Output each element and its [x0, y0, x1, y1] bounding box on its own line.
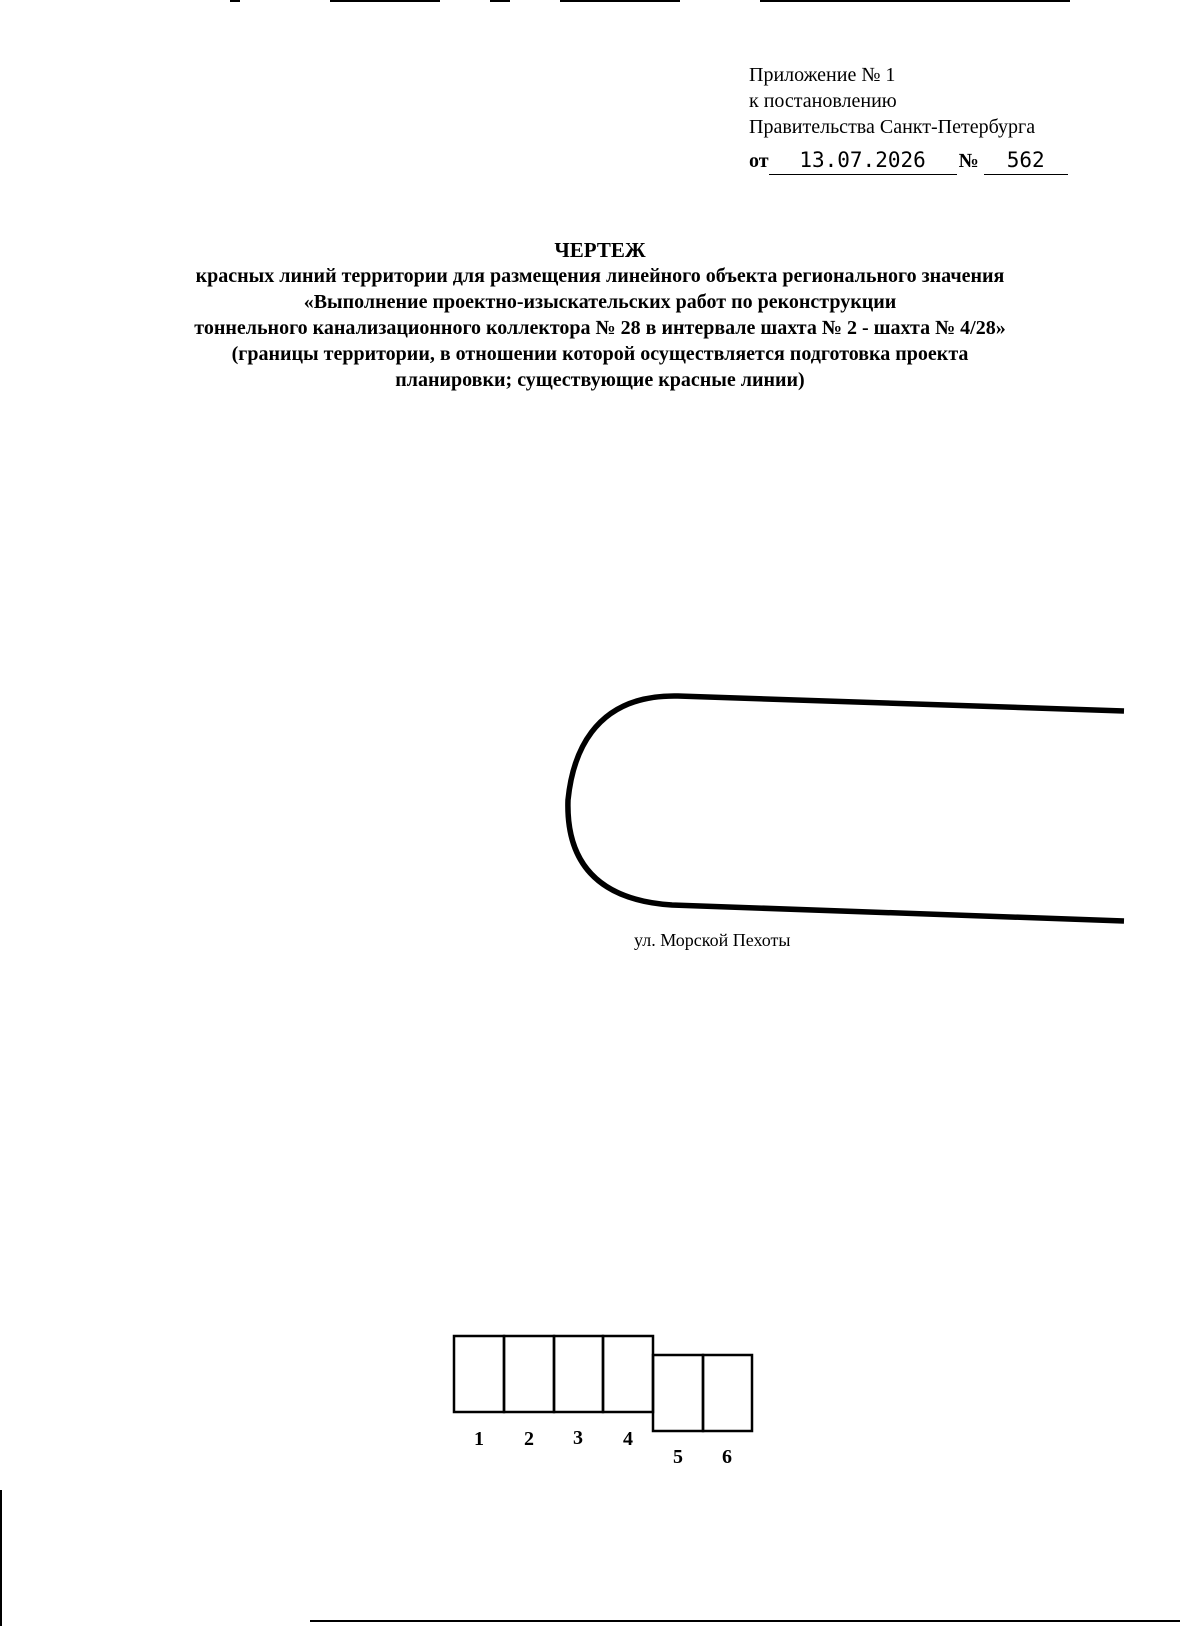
title-line-5: планировки; существующие красные линии) — [395, 369, 805, 391]
resolution-date: 13.07.2026 — [769, 150, 957, 175]
title-line-3: тоннельного канализационного коллектора № 28 в интервале шахта № 2 - шахта № 4/28» — [194, 317, 1006, 339]
sheet-label-5: 5 — [673, 1446, 683, 1468]
sheet-label-6: 6 — [722, 1446, 732, 1468]
sheet-label-3: 3 — [573, 1427, 583, 1449]
sheet-cell-1 — [454, 1336, 504, 1412]
territory-boundary-line — [568, 696, 1124, 921]
scan-edge-bottom — [310, 1620, 1180, 1622]
title-line-1: красных линий территории для размещения линейного объекта регионального значения — [195, 265, 1005, 287]
sheet-cell-2 — [504, 1336, 554, 1412]
sheet-cell-5 — [653, 1355, 703, 1431]
from-label: от — [749, 150, 769, 172]
street-label: ул. Морской Пехоты — [634, 930, 791, 950]
sheet-cell-4 — [603, 1336, 653, 1412]
sheet-label-2: 2 — [524, 1428, 534, 1450]
title-line-4: (границы территории, в отношении которой осуществляется подготовка проекта — [231, 343, 969, 365]
sheet-index-grid — [454, 1336, 752, 1431]
title-heading: ЧЕРТЕЖ — [554, 238, 646, 262]
appendix-government: Правительства Санкт-Петербурга — [749, 116, 1036, 138]
appendix-resolution: к постановлению — [749, 90, 897, 112]
title-line-2: «Выполнение проектно-изыскательских работ по реконструкции — [303, 291, 897, 313]
appendix-number: Приложение № 1 — [749, 64, 896, 86]
resolution-number: 562 — [984, 150, 1068, 175]
sheet-label-1: 1 — [474, 1428, 484, 1450]
number-label: № — [958, 150, 979, 172]
sheet-cell-3 — [554, 1336, 603, 1412]
scan-edge-left — [0, 1490, 2, 1626]
sheet-label-4: 4 — [623, 1428, 633, 1450]
sheet-cell-6 — [703, 1355, 752, 1431]
